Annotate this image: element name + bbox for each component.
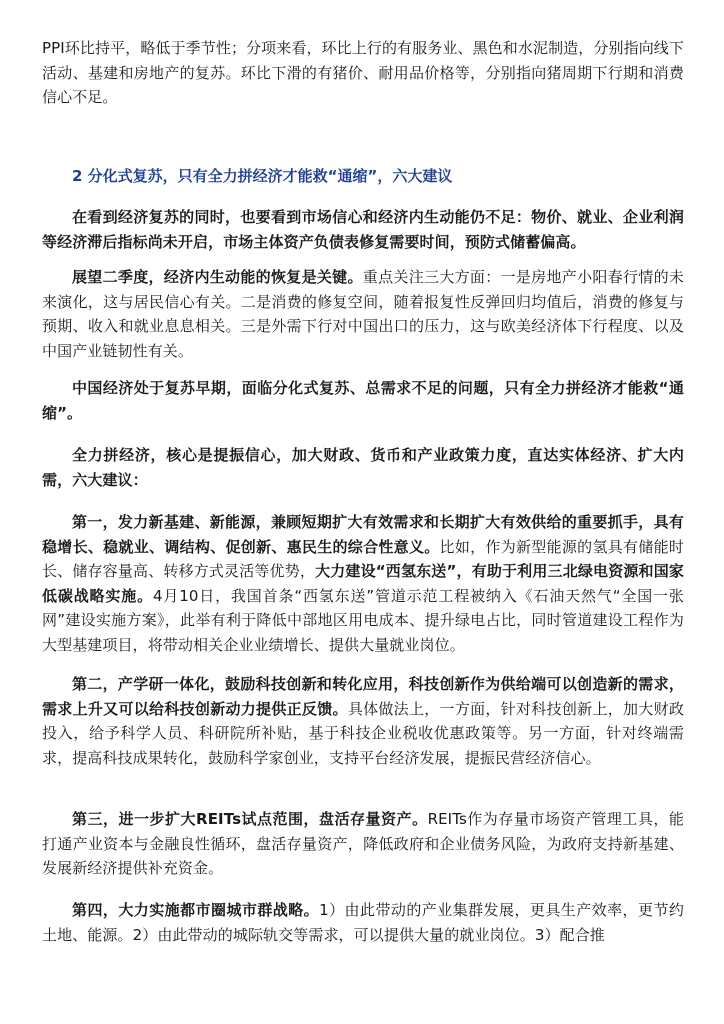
paragraph-bold-text: 展望二季度，经济内生动能的恢复是关键。 xyxy=(72,268,363,286)
paragraph-bold-text: 全力拼经济，核心是提振信心，加大财政、货币和产业政策力度，直达实体经济、扩大内需，六大建议： xyxy=(42,446,684,489)
paragraph-bold-text: 在看到经济复苏的同时，也要看到市场信心和经济内生动能仍不足：物价、就业、企业利润等经济滞后指标尚未开启，市场主体资产负债表修复需要时间，预防式储蓄偏高。 xyxy=(42,208,684,251)
paragraph-six-suggestions xyxy=(42,443,684,492)
paragraph-outlook xyxy=(42,265,684,363)
paragraph-text: PPI环比持平，略低于季节性；分项来看，环比上行的有服务业、黑色和水泥制造，分别指向线下活动、基建和房地产的复苏。环比下滑的有猪价、耐用品价格等，分别指向猪周期下行期和消费信心不足。 xyxy=(42,39,684,107)
paragraph-third xyxy=(42,807,684,881)
paragraph-early-stage xyxy=(42,376,684,425)
paragraph-text: 比如，作为新型能源的氢具有储能时长、储存容量高、转移方式灵活等优势， xyxy=(42,537,684,581)
paragraph-text: REITs作为存量市场资产管理工具，能打通产业资本与金融良性循环，盘活存量资产，降低政府和企业债务风险，为政府支持新基建、发展新经济提供补充资金。 xyxy=(42,810,684,878)
paragraph-text: 重点关注三大方面：一是房地产小阳春行情的未来演化，这与居民信心有关。二是消费的修复空间，随着报复性反弹回归均值后，消费的修复与预期、收入和就业息息相关。三是外需下行对中国出口的压力，这与欧美经济体下行程度、以及中国产业链韧性有关。 xyxy=(42,268,684,360)
section-heading: 2 分化式复苏，只有全力拼经济才能救“通缩”，六大建议 xyxy=(72,167,453,185)
paragraph-second xyxy=(42,672,684,770)
paragraph-text: 1）由此带动的产业集群发展，更具生产效率，更节约土地、能源。2）由此带动的城际轨交等需求，可以提供大量的就业岗位。3）配合推 xyxy=(42,901,684,944)
paragraph-bold-text: 第二，产学研一体化，鼓励科技创新和转化应用，科技创新作为供给端可以创造新的需求，需求上升又可以给科技创新动力提供正反馈。 xyxy=(42,675,684,718)
paragraph-bold-text: 第三，进一步扩大REITs试点范围，盘活存量资产。 xyxy=(72,810,428,828)
paragraph-text: 4月10日，我国首条“西氢东送”管道示范工程被纳入《石油天然气“全国一张网”建设实施方案》，此举有利于降低中部地区用电成本、提升绿电占比，同时管道建设工程作为大型基建项目，将带动相关企业业绩增长、提供大量就业岗位。 xyxy=(42,586,684,654)
paragraph-bold-text: 大力建设“西氢东送”，有助于利用三北绿电资源和国家低碳战略实施。 xyxy=(42,562,684,605)
paragraph-fourth xyxy=(42,898,684,947)
paragraph-bold-text: 第四，大力实施都市圈城市群战略。 xyxy=(72,901,320,919)
paragraph-first xyxy=(42,510,684,658)
paragraph-text: 具体做法上，一方面，针对科技创新上，加大财政投入，给予科学人员、科研院所补贴，基于科技企业税收优惠政策等。另一方面，针对终端需求，提高科技成果转化，鼓励科学家创业，支持平台经济发展，提振民营经济信心。 xyxy=(42,699,685,767)
paragraph-bold-text: 第一，发力新基建、新能源，兼顾短期扩大有效需求和长期扩大有效供给的重要抓手，具有稳增长、稳就业、调结构、促创新、惠民生的综合性意义。 xyxy=(42,513,684,556)
paragraph-recovery xyxy=(42,205,684,254)
paragraph-bold-text: 中国经济处于复苏早期，面临分化式复苏、总需求不足的问题，只有全力拼经济才能救“通缩”。 xyxy=(42,379,684,422)
paragraph-ppi xyxy=(42,36,684,110)
